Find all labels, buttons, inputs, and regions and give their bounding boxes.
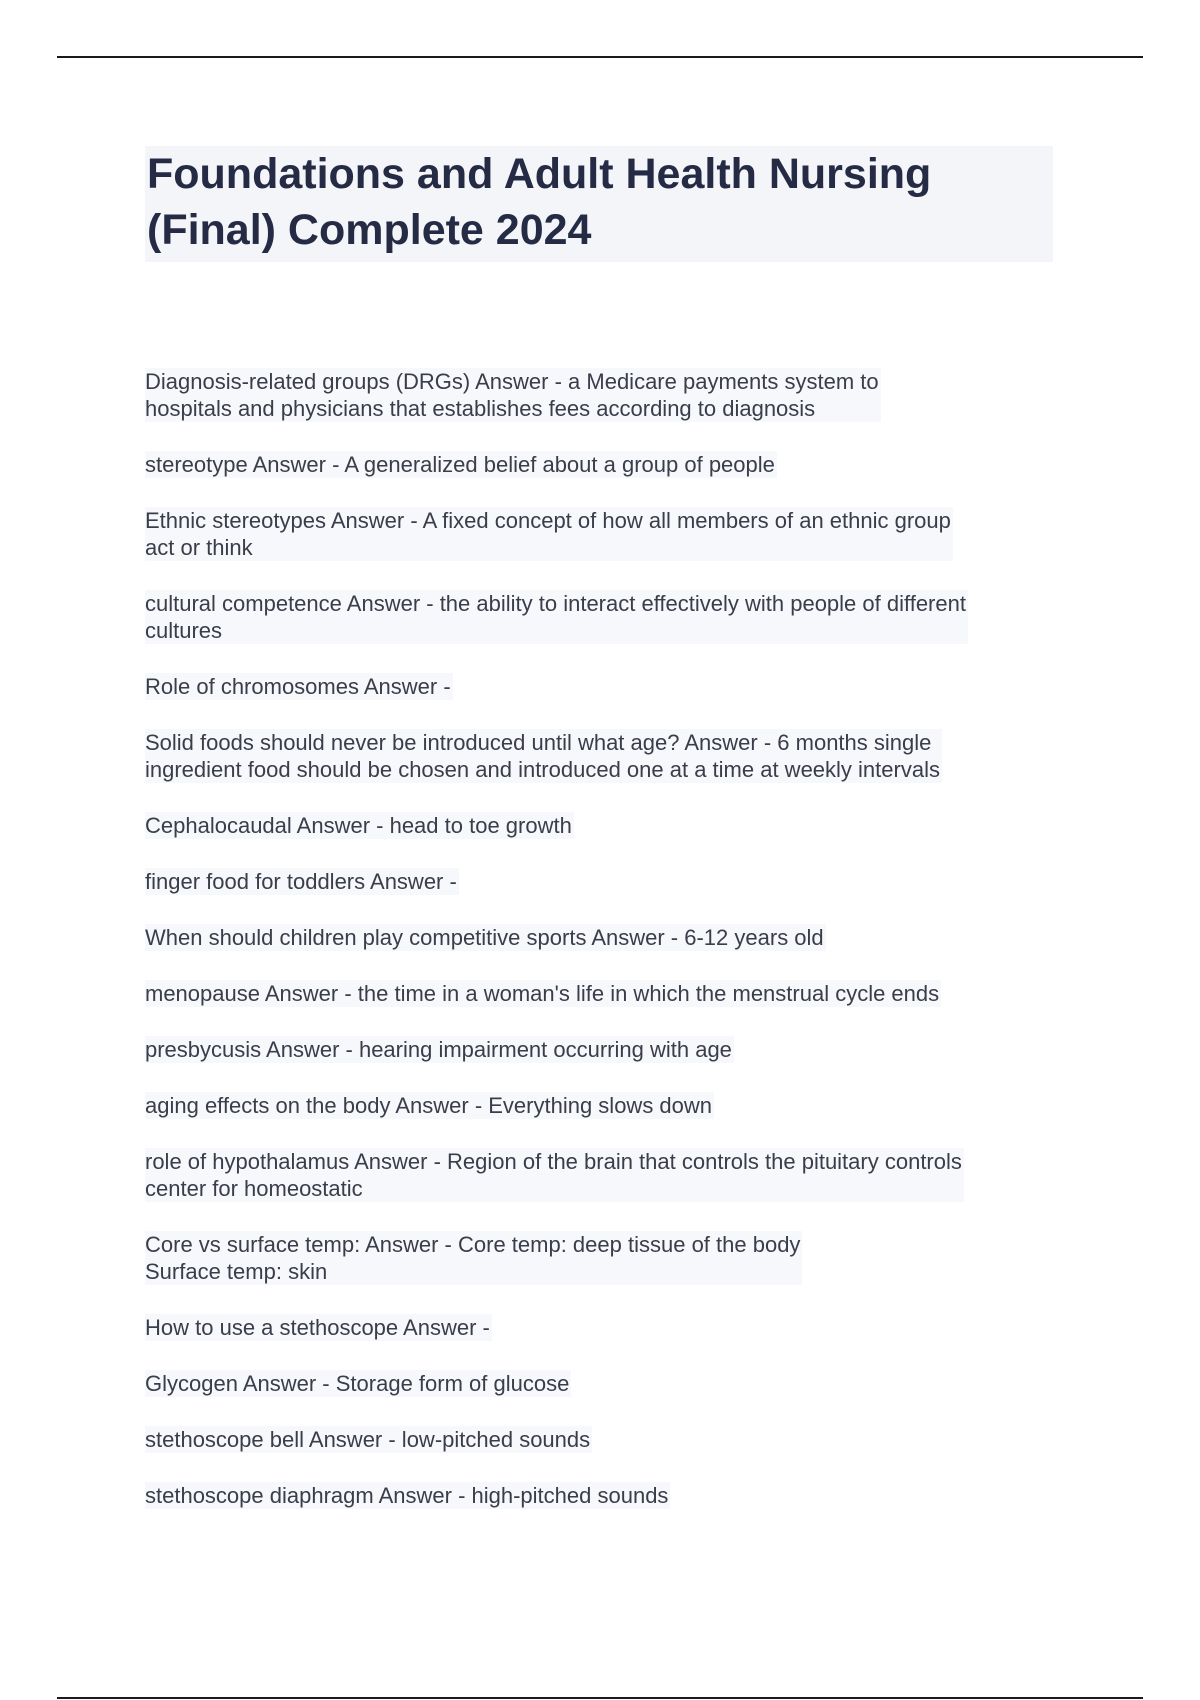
page-title: Foundations and Adult Health Nursing (Final) Complete 2024 xyxy=(147,150,932,254)
list-item: role of hypothalamus Answer - Region of the brain that controls the pituitary controls center for homeostatic xyxy=(145,1149,962,1201)
list-item: presbycusis Answer - hearing impairment occurring with age xyxy=(145,1037,732,1062)
entry-list xyxy=(145,368,1055,1538)
list-item: stethoscope bell Answer - low-pitched sounds xyxy=(145,1427,591,1452)
bottom-divider xyxy=(57,1697,1143,1699)
list-item: Solid foods should never be introduced until what age? Answer - 6 months single ingredient food should be chosen and introduced one at a time at weekly intervals xyxy=(145,730,940,782)
list-item: Diagnosis-related groups (DRGs) Answer - a Medicare payments system to hospitals and physicians that establishes fees according to diagnosis xyxy=(145,369,879,421)
list-item: Core vs surface temp: Answer - Core temp: deep tissue of the body Surface temp: skin xyxy=(145,1232,801,1284)
list-item: menopause Answer - the time in a woman's life in which the menstrual cycle ends xyxy=(145,981,940,1006)
list-item: Glycogen Answer - Storage form of glucose xyxy=(145,1371,570,1396)
list-item: stereotype Answer - A generalized belief about a group of people xyxy=(145,452,775,477)
title-block xyxy=(145,146,1053,262)
top-divider xyxy=(57,56,1143,58)
list-item: aging effects on the body Answer - Everything slows down xyxy=(145,1093,713,1118)
list-item: stethoscope diaphragm Answer - high-pitched sounds xyxy=(145,1483,669,1508)
list-item: Role of chromosomes Answer - xyxy=(145,674,451,699)
list-item: When should children play competitive sports Answer - 6-12 years old xyxy=(145,925,824,950)
list-item: Cephalocaudal Answer - head to toe growth xyxy=(145,813,572,838)
list-item: cultural competence Answer - the ability to interact effectively with people of different cultures xyxy=(145,591,966,643)
list-item: Ethnic stereotypes Answer - A fixed concept of how all members of an ethnic group act or think xyxy=(145,508,951,560)
list-item: How to use a stethoscope Answer - xyxy=(145,1315,490,1340)
list-item: finger food for toddlers Answer - xyxy=(145,869,457,894)
